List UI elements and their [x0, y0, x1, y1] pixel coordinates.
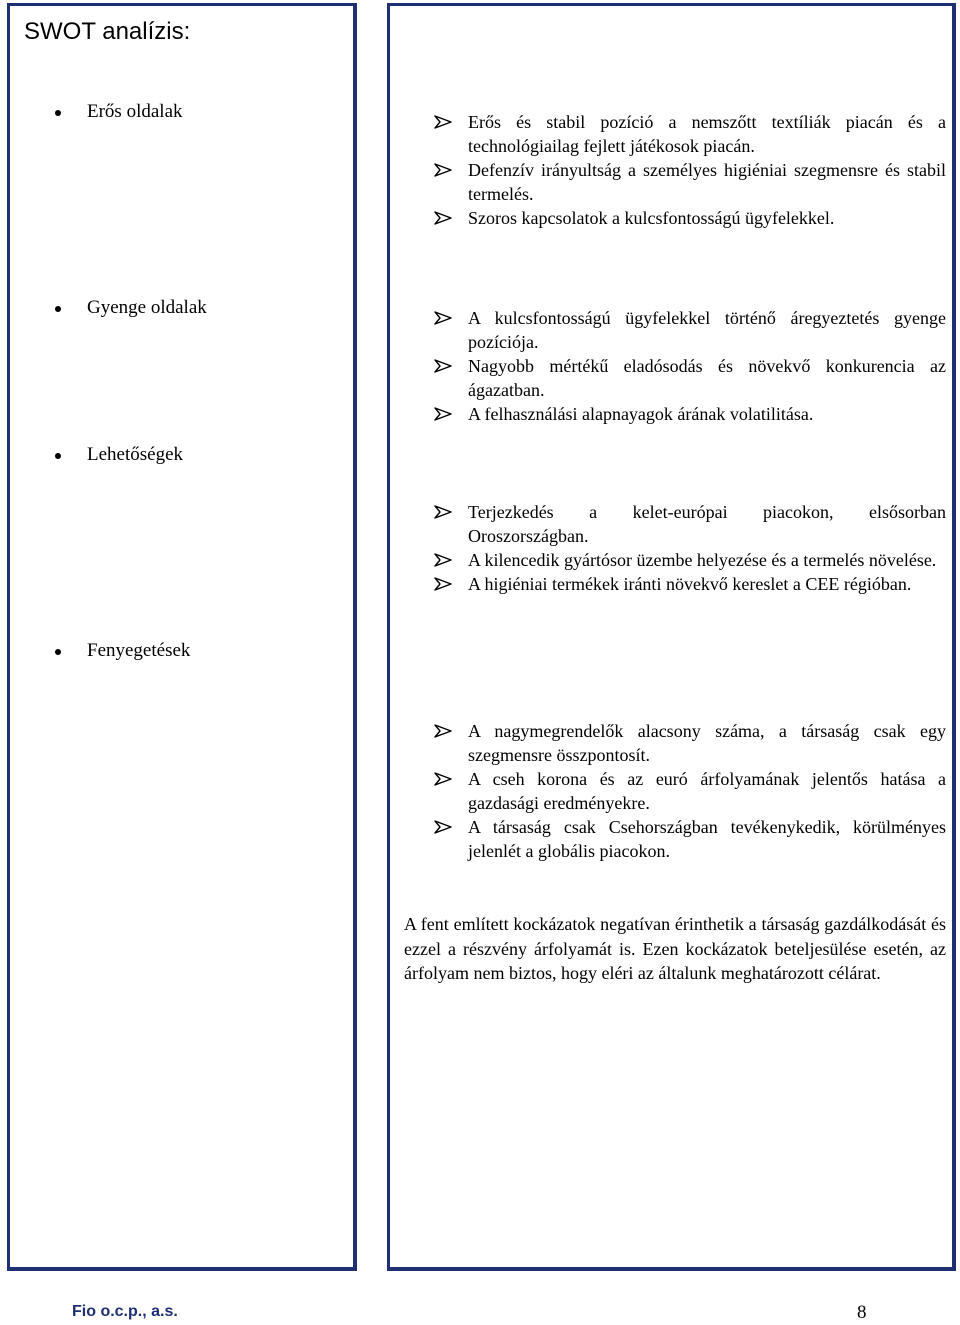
list-item	[430, 500, 946, 548]
list-item-text: A higiéniai termékek iránti növekvő kereslet a CEE régióban.	[468, 574, 912, 594]
bullet-dot-icon	[55, 649, 61, 655]
list-item	[430, 402, 946, 426]
list-item	[430, 719, 946, 767]
list-item-text: Defenzív irányultság a személyes higiéniai szegmensre és stabil termelés.	[468, 160, 946, 204]
arrow-bullet-icon	[434, 820, 452, 834]
arrow-bullet-icon	[434, 407, 452, 421]
list-item-text: A felhasználási alapnayagok árának volatilitása.	[468, 404, 814, 424]
page-number: 8	[857, 1302, 867, 1323]
arrow-bullet-icon	[434, 577, 452, 591]
arrow-bullet-icon	[434, 772, 452, 786]
arrow-bullet-icon	[434, 311, 452, 325]
weaknesses-list	[430, 306, 946, 426]
list-item-text: A kulcsfontosságú ügyfelekkel történő áregyeztetés gyenge pozíciója.	[468, 308, 946, 352]
list-item	[430, 158, 946, 206]
list-item-text: A társaság csak Csehországban tevékenykedik, körülményes jelenlét a globális piacokon.	[468, 817, 946, 861]
list-item-text: A cseh korona és az euró árfolyamának jelentős hatása a gazdasági eredményekre.	[468, 769, 946, 813]
list-item	[430, 572, 946, 596]
conclusion-paragraph: A fent említett kockázatok negatívan érinthetik a társaság gazdálkodását és ezzel a részvény árfolyamát is. Ezen kockázatok beteljesülése esetén, az árfolyam nem biztos, hogy eléri az általunk meghatározott célárat.	[404, 914, 946, 983]
arrow-bullet-icon	[434, 359, 452, 373]
list-item	[430, 815, 946, 863]
arrow-bullet-icon	[434, 163, 452, 177]
list-item	[430, 767, 946, 815]
list-item-text: A kilencedik gyártósor üzembe helyezése és a termelés növelése.	[468, 550, 937, 570]
list-item-text: Terjezkedés a kelet-európai piacokon, elsősorban Oroszországban.	[468, 502, 946, 546]
list-item	[430, 206, 946, 230]
list-item	[430, 306, 946, 354]
opportunities-list	[430, 500, 946, 596]
category-label: Gyenge oldalak	[87, 297, 207, 318]
strengths-list	[430, 110, 946, 230]
details-panel	[387, 3, 956, 1271]
threats-list	[430, 719, 946, 863]
list-item-text: Szoros kapcsolatok a kulcsfontosságú ügyfelekkel.	[468, 208, 835, 228]
arrow-bullet-icon	[434, 115, 452, 129]
list-item	[430, 354, 946, 402]
list-item	[430, 548, 946, 572]
list-item	[430, 110, 946, 158]
category-label: Lehetőségek	[87, 444, 184, 465]
list-item-text: Erős és stabil pozíció a nemszőtt textíliák piacán és a technológiailag fejlett játékosok piacán.	[468, 112, 946, 156]
list-item-text: A nagymegrendelők alacsony száma, a társaság csak egy szegmensre összpontosít.	[468, 721, 946, 765]
arrow-bullet-icon	[434, 724, 452, 738]
bullet-dot-icon	[55, 306, 61, 312]
bullet-dot-icon	[55, 453, 61, 459]
category-label: Fenyegetések	[87, 640, 191, 661]
bullet-dot-icon	[55, 110, 61, 116]
categories-panel	[7, 3, 357, 1271]
arrow-bullet-icon	[434, 553, 452, 567]
list-item-text: Nagyobb mértékű eladósodás és növekvő konkurencia az ágazatban.	[468, 356, 946, 400]
footer-company: Fio o.c.p., a.s.	[72, 1303, 178, 1320]
page-title: SWOT analízis:	[24, 18, 191, 45]
arrow-bullet-icon	[434, 211, 452, 225]
category-label: Erős oldalak	[87, 101, 183, 122]
arrow-bullet-icon	[434, 505, 452, 519]
